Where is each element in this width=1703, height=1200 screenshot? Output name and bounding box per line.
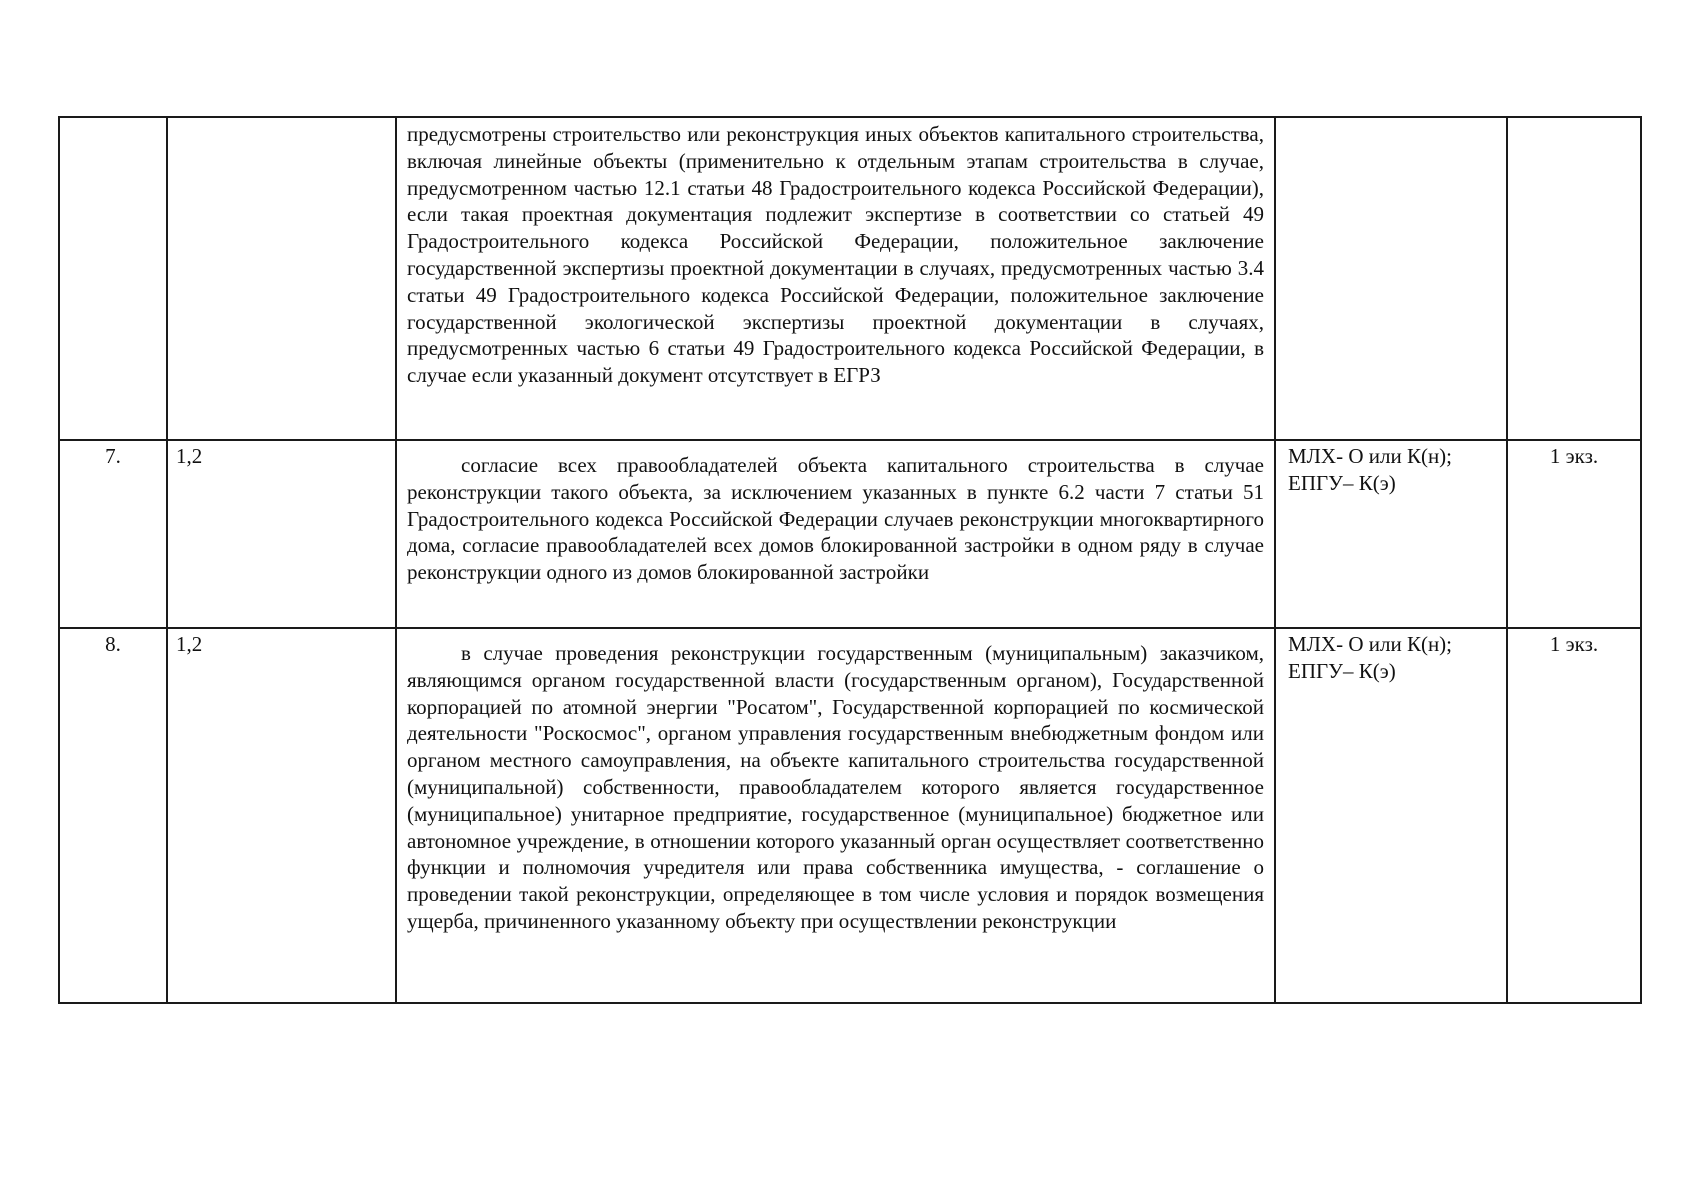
row-form-line-2: ЕПГУ– К(э) (1288, 658, 1396, 683)
row-text-cell (396, 440, 1275, 628)
row-form-cell (1275, 628, 1507, 1003)
row-quantity: 1 экз. (1549, 632, 1599, 656)
row-form-line-1: МЛХ- О или К(н); (1288, 444, 1453, 468)
row-number: 7. (105, 444, 121, 468)
row-number-cell (59, 440, 167, 628)
row-code-cell (167, 440, 396, 628)
row-quantity: 1 экз. (1549, 444, 1599, 468)
row-quantity-cell (1507, 440, 1641, 628)
row-code: 1,2 (176, 444, 203, 468)
row-form-cell (1275, 440, 1507, 628)
table-row (59, 440, 1641, 628)
row-code: 1,2 (176, 632, 203, 656)
row-number-cell (59, 117, 167, 440)
row-code-cell (167, 628, 396, 1003)
row-number-cell (59, 628, 167, 1003)
row-number: 8. (105, 632, 121, 656)
row-form-cell (1275, 117, 1507, 440)
row-code-cell (167, 117, 396, 440)
table-row (59, 117, 1641, 440)
row-text: предусмотрены строительство или реконструкция иных объектов капитального строительства, включая линейные объекты (применительно к отдельным этапам строительства в случае, предусмотренном частью 12.1 статьи 48 Градостроительного кодекса Российской Федерации), если такая проектная документация подлежит экспертизе в соответствии со статьей 49 Градостроительного кодекса Российской Федерации, положительное заключение государственной экспертизы проектной документации в случаях, предусмотренных частью 3.4 статьи 49 Градостроительного кодекса Российской Федерации, положительное заключение государственной экологической экспертизы проектной документации в случаях, предусмотренных частью 6 статьи 49 Градостроительного кодекса Российской Федерации, в случае если указанный документ отсутствует в ЕГРЗ (407, 122, 1264, 388)
row-text: согласие всех правообладателей объекта капитального строительства в случае реконструкции такого объекта, за исключением указанных в пункте 6.2 части 7 статьи 51 Градостроительного кодекса Российской Федерации случаев реконструкции многоквартирного дома, согласие правообладателей всех домов блокированной застройки в одном ряду в случае реконструкции одного из домов блокированной застройки (407, 453, 1264, 585)
row-form-line-1: МЛХ- О или К(н); (1288, 632, 1453, 656)
row-form-line-2: ЕПГУ– К(э) (1288, 470, 1396, 495)
documents-table (58, 116, 1642, 1004)
row-text: в случае проведения реконструкции государственным (муниципальным) заказчиком, являющимся органом государственной власти (государственным органом), Государственной корпорацией по атомной энергии "Росатом", Государственной корпорацией по космической деятельности "Роскосмос", органом управления государственным внебюджетным фондом или органом местного самоуправления, на объекте капитального строительства государственной (муниципальной) собственности, правообладателем которого является государственное (муниципальное) унитарное предприятие, государственное (муниципальное) бюджетное или автономное учреждение, в отношении которого указанный орган осуществляет соответственно функции и полномочия учредителя или права собственника имущества, - соглашение о проведении такой реконструкции, определяющее в том числе условия и порядок возмещения ущерба, причиненного указанному объекту при осуществлении реконструкции (407, 641, 1264, 933)
row-quantity-cell (1507, 628, 1641, 1003)
row-text-cell (396, 628, 1275, 1003)
spacer (407, 632, 1264, 640)
row-text-cell (396, 117, 1275, 440)
spacer (407, 444, 1264, 452)
table-row (59, 628, 1641, 1003)
row-quantity-cell (1507, 117, 1641, 440)
